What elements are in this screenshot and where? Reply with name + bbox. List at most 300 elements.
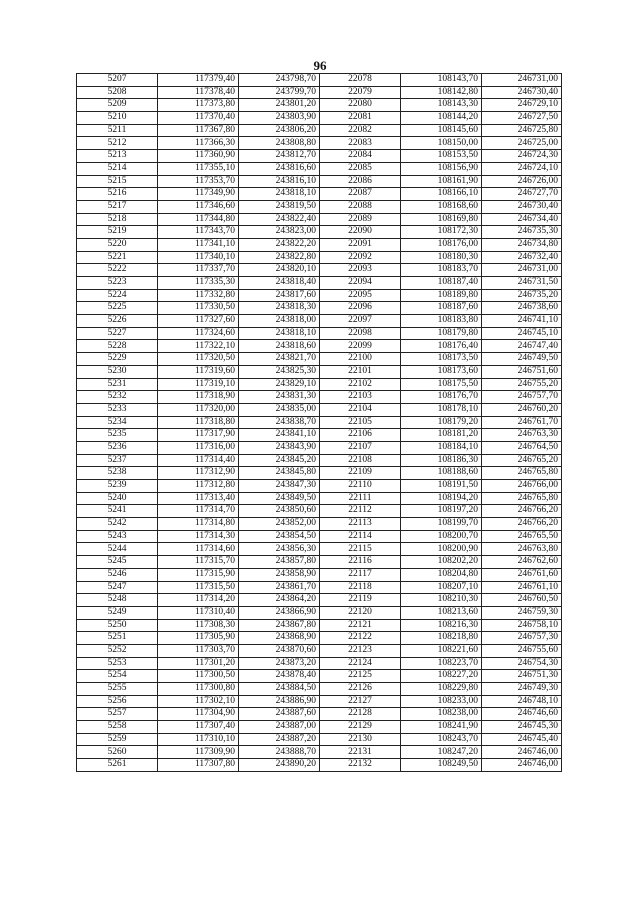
cell-x-coord-b: 108176,40: [401, 340, 482, 353]
cell-y-coord-b: 246738,60: [482, 302, 562, 315]
cell-x-coord-a: 117337,70: [158, 264, 239, 277]
cell-x-coord-a: 117320,50: [158, 353, 239, 366]
cell-y-coord-b: 246734,40: [482, 213, 562, 226]
cell-point-id-b: 22095: [320, 289, 401, 302]
cell-x-coord-b: 108229,80: [401, 683, 482, 696]
cell-x-coord-b: 108207,10: [401, 581, 482, 594]
cell-y-coord-b: 246751,30: [482, 670, 562, 683]
table-row: [77, 568, 562, 581]
cell-point-id-a: 5217: [77, 200, 158, 213]
cell-point-id-b: 22116: [320, 556, 401, 569]
cell-x-coord-b: 108180,30: [401, 251, 482, 264]
cell-y-coord-a: 243887,20: [239, 733, 320, 746]
cell-point-id-b: 22101: [320, 365, 401, 378]
cell-x-coord-a: 117373,80: [158, 99, 239, 112]
cell-x-coord-a: 117301,20: [158, 657, 239, 670]
cell-x-coord-a: 117303,70: [158, 644, 239, 657]
cell-x-coord-b: 108233,00: [401, 695, 482, 708]
cell-x-coord-b: 108187,60: [401, 302, 482, 315]
table-row: [77, 315, 562, 328]
cell-point-id-b: 22120: [320, 606, 401, 619]
table-row: [77, 733, 562, 746]
cell-point-id-a: 5251: [77, 632, 158, 645]
cell-x-coord-a: 117366,30: [158, 137, 239, 150]
cell-point-id-a: 5219: [77, 226, 158, 239]
cell-x-coord-b: 108183,80: [401, 315, 482, 328]
cell-point-id-a: 5226: [77, 315, 158, 328]
cell-point-id-b: 22096: [320, 302, 401, 315]
cell-y-coord-a: 243822,40: [239, 213, 320, 226]
table-row: [77, 530, 562, 543]
table-row: [77, 416, 562, 429]
table-row: [77, 251, 562, 264]
cell-point-id-b: 22111: [320, 492, 401, 505]
cell-y-coord-a: 243856,30: [239, 543, 320, 556]
cell-y-coord-a: 243825,30: [239, 365, 320, 378]
cell-point-id-a: 5249: [77, 606, 158, 619]
cell-point-id-a: 5235: [77, 429, 158, 442]
cell-x-coord-a: 117308,30: [158, 619, 239, 632]
cell-x-coord-a: 117307,40: [158, 721, 239, 734]
cell-point-id-a: 5211: [77, 124, 158, 137]
cell-point-id-a: 5250: [77, 619, 158, 632]
cell-y-coord-a: 243806,20: [239, 124, 320, 137]
page-number: 96: [313, 58, 327, 73]
cell-point-id-a: 5224: [77, 289, 158, 302]
cell-y-coord-b: 246757,30: [482, 632, 562, 645]
cell-x-coord-b: 108187,40: [401, 277, 482, 290]
cell-y-coord-b: 246727,50: [482, 112, 562, 125]
cell-point-id-a: 5246: [77, 568, 158, 581]
cell-x-coord-b: 108142,80: [401, 86, 482, 99]
coordinates-table: [76, 73, 562, 772]
cell-y-coord-b: 246763,30: [482, 429, 562, 442]
cell-x-coord-b: 108161,90: [401, 175, 482, 188]
cell-point-id-b: 22099: [320, 340, 401, 353]
cell-y-coord-b: 246765,80: [482, 492, 562, 505]
table-row: [77, 708, 562, 721]
cell-x-coord-a: 117314,80: [158, 518, 239, 531]
cell-y-coord-a: 243812,70: [239, 150, 320, 163]
cell-y-coord-b: 246755,60: [482, 644, 562, 657]
cell-point-id-b: 22085: [320, 162, 401, 175]
table-row: [77, 175, 562, 188]
cell-x-coord-a: 117314,70: [158, 505, 239, 518]
cell-x-coord-b: 108173,60: [401, 365, 482, 378]
table-row: [77, 124, 562, 137]
cell-y-coord-b: 246735,30: [482, 226, 562, 239]
cell-y-coord-b: 246731,00: [482, 74, 562, 87]
cell-point-id-a: 5210: [77, 112, 158, 125]
cell-x-coord-b: 108218,80: [401, 632, 482, 645]
cell-x-coord-b: 108179,80: [401, 327, 482, 340]
cell-y-coord-b: 246754,30: [482, 657, 562, 670]
cell-point-id-b: 22080: [320, 99, 401, 112]
cell-x-coord-b: 108202,20: [401, 556, 482, 569]
cell-y-coord-b: 246759,30: [482, 606, 562, 619]
coordinates-table-body: [77, 74, 562, 772]
cell-x-coord-a: 117324,60: [158, 327, 239, 340]
cell-y-coord-b: 246745,40: [482, 733, 562, 746]
table-row: [77, 492, 562, 505]
cell-point-id-b: 22127: [320, 695, 401, 708]
cell-y-coord-b: 246746,60: [482, 708, 562, 721]
cell-point-id-a: 5227: [77, 327, 158, 340]
cell-point-id-b: 22122: [320, 632, 401, 645]
table-row: [77, 137, 562, 150]
cell-point-id-a: 5231: [77, 378, 158, 391]
table-row: [77, 721, 562, 734]
cell-x-coord-a: 117314,20: [158, 594, 239, 607]
cell-point-id-b: 22117: [320, 568, 401, 581]
table-row: [77, 188, 562, 201]
cell-y-coord-a: 243818,10: [239, 188, 320, 201]
cell-point-id-a: 5258: [77, 721, 158, 734]
table-row: [77, 441, 562, 454]
cell-x-coord-a: 117320,00: [158, 403, 239, 416]
cell-point-id-b: 22103: [320, 391, 401, 404]
cell-y-coord-b: 246727,70: [482, 188, 562, 201]
table-row: [77, 619, 562, 632]
cell-y-coord-a: 243818,30: [239, 302, 320, 315]
cell-point-id-b: 22129: [320, 721, 401, 734]
cell-x-coord-b: 108150,00: [401, 137, 482, 150]
cell-point-id-a: 5208: [77, 86, 158, 99]
table-row: [77, 327, 562, 340]
cell-x-coord-a: 117344,80: [158, 213, 239, 226]
cell-x-coord-b: 108243,70: [401, 733, 482, 746]
cell-x-coord-b: 108168,60: [401, 200, 482, 213]
cell-y-coord-a: 243808,80: [239, 137, 320, 150]
cell-y-coord-a: 243854,50: [239, 530, 320, 543]
cell-x-coord-a: 117315,90: [158, 568, 239, 581]
cell-y-coord-b: 246765,80: [482, 467, 562, 480]
cell-y-coord-a: 243852,00: [239, 518, 320, 531]
table-row: [77, 378, 562, 391]
table-row: [77, 391, 562, 404]
cell-x-coord-b: 108181,20: [401, 429, 482, 442]
cell-point-id-b: 22108: [320, 454, 401, 467]
table-row: [77, 644, 562, 657]
cell-x-coord-b: 108176,70: [401, 391, 482, 404]
cell-point-id-a: 5207: [77, 74, 158, 87]
cell-point-id-b: 22132: [320, 759, 401, 772]
cell-x-coord-a: 117300,50: [158, 670, 239, 683]
cell-point-id-a: 5252: [77, 644, 158, 657]
cell-point-id-a: 5229: [77, 353, 158, 366]
cell-point-id-a: 5233: [77, 403, 158, 416]
cell-y-coord-b: 246765,20: [482, 454, 562, 467]
cell-x-coord-b: 108156,90: [401, 162, 482, 175]
cell-point-id-b: 22091: [320, 238, 401, 251]
cell-x-coord-b: 108179,20: [401, 416, 482, 429]
cell-point-id-b: 22131: [320, 746, 401, 759]
cell-y-coord-b: 246731,00: [482, 264, 562, 277]
cell-y-coord-a: 243803,90: [239, 112, 320, 125]
cell-y-coord-a: 243857,80: [239, 556, 320, 569]
cell-y-coord-b: 246734,80: [482, 238, 562, 251]
table-row: [77, 518, 562, 531]
cell-x-coord-b: 108144,20: [401, 112, 482, 125]
cell-point-id-b: 22121: [320, 619, 401, 632]
cell-point-id-b: 22088: [320, 200, 401, 213]
cell-y-coord-a: 243888,70: [239, 746, 320, 759]
cell-y-coord-a: 243822,80: [239, 251, 320, 264]
cell-x-coord-a: 117343,70: [158, 226, 239, 239]
cell-point-id-a: 5247: [77, 581, 158, 594]
cell-point-id-a: 5238: [77, 467, 158, 480]
cell-y-coord-a: 243821,70: [239, 353, 320, 366]
cell-x-coord-b: 108153,50: [401, 150, 482, 163]
cell-x-coord-b: 108183,70: [401, 264, 482, 277]
cell-x-coord-a: 117340,10: [158, 251, 239, 264]
cell-x-coord-b: 108166,10: [401, 188, 482, 201]
cell-x-coord-b: 108197,20: [401, 505, 482, 518]
cell-y-coord-b: 246760,20: [482, 403, 562, 416]
table-row: [77, 353, 562, 366]
cell-y-coord-b: 246761,60: [482, 568, 562, 581]
cell-point-id-a: 5248: [77, 594, 158, 607]
cell-y-coord-b: 246766,00: [482, 480, 562, 493]
cell-point-id-a: 5209: [77, 99, 158, 112]
cell-x-coord-a: 117319,10: [158, 378, 239, 391]
cell-y-coord-a: 243831,30: [239, 391, 320, 404]
cell-x-coord-a: 117317,90: [158, 429, 239, 442]
cell-x-coord-b: 108200,70: [401, 530, 482, 543]
cell-point-id-a: 5259: [77, 733, 158, 746]
cell-y-coord-a: 243861,70: [239, 581, 320, 594]
cell-point-id-a: 5218: [77, 213, 158, 226]
cell-y-coord-b: 246746,00: [482, 759, 562, 772]
cell-y-coord-a: 243870,60: [239, 644, 320, 657]
cell-y-coord-a: 243816,10: [239, 175, 320, 188]
cell-x-coord-a: 117315,70: [158, 556, 239, 569]
cell-y-coord-a: 243868,90: [239, 632, 320, 645]
cell-y-coord-a: 243801,20: [239, 99, 320, 112]
cell-x-coord-a: 117305,90: [158, 632, 239, 645]
cell-x-coord-b: 108238,00: [401, 708, 482, 721]
table-row: [77, 150, 562, 163]
cell-x-coord-a: 117378,40: [158, 86, 239, 99]
cell-point-id-b: 22079: [320, 86, 401, 99]
cell-point-id-a: 5221: [77, 251, 158, 264]
cell-y-coord-b: 246761,10: [482, 581, 562, 594]
table-row: [77, 264, 562, 277]
cell-y-coord-a: 243864,20: [239, 594, 320, 607]
cell-y-coord-b: 246751,60: [482, 365, 562, 378]
cell-y-coord-b: 246729,10: [482, 99, 562, 112]
cell-point-id-b: 22084: [320, 150, 401, 163]
cell-y-coord-b: 246732,40: [482, 251, 562, 264]
cell-point-id-b: 22098: [320, 327, 401, 340]
table-row: [77, 162, 562, 175]
cell-point-id-a: 5244: [77, 543, 158, 556]
cell-point-id-a: 5234: [77, 416, 158, 429]
table-row: [77, 365, 562, 378]
cell-point-id-a: 5240: [77, 492, 158, 505]
table-row: [77, 226, 562, 239]
cell-point-id-b: 22093: [320, 264, 401, 277]
table-row: [77, 200, 562, 213]
cell-x-coord-a: 117367,80: [158, 124, 239, 137]
cell-point-id-a: 5225: [77, 302, 158, 315]
cell-point-id-a: 5212: [77, 137, 158, 150]
cell-x-coord-b: 108189,80: [401, 289, 482, 302]
cell-x-coord-a: 117353,70: [158, 175, 239, 188]
cell-x-coord-b: 108247,20: [401, 746, 482, 759]
table-row: [77, 99, 562, 112]
cell-y-coord-b: 246724,10: [482, 162, 562, 175]
cell-point-id-a: 5222: [77, 264, 158, 277]
table-row: [77, 606, 562, 619]
cell-point-id-a: 5241: [77, 505, 158, 518]
cell-y-coord-b: 246731,50: [482, 277, 562, 290]
cell-point-id-b: 22081: [320, 112, 401, 125]
cell-y-coord-a: 243850,60: [239, 505, 320, 518]
cell-point-id-b: 22105: [320, 416, 401, 429]
cell-y-coord-a: 243845,20: [239, 454, 320, 467]
cell-y-coord-a: 243873,20: [239, 657, 320, 670]
cell-x-coord-a: 117332,80: [158, 289, 239, 302]
cell-point-id-a: 5213: [77, 150, 158, 163]
cell-point-id-a: 5239: [77, 480, 158, 493]
cell-x-coord-b: 108191,50: [401, 480, 482, 493]
cell-y-coord-a: 243878,40: [239, 670, 320, 683]
cell-y-coord-b: 246741,10: [482, 315, 562, 328]
cell-x-coord-b: 108184,10: [401, 441, 482, 454]
cell-y-coord-b: 246763,80: [482, 543, 562, 556]
cell-x-coord-b: 108145,60: [401, 124, 482, 137]
cell-point-id-a: 5255: [77, 683, 158, 696]
cell-point-id-b: 22112: [320, 505, 401, 518]
cell-point-id-b: 22118: [320, 581, 401, 594]
cell-y-coord-a: 243818,60: [239, 340, 320, 353]
cell-y-coord-b: 246745,10: [482, 327, 562, 340]
cell-x-coord-a: 117370,40: [158, 112, 239, 125]
cell-y-coord-a: 243843,90: [239, 441, 320, 454]
cell-y-coord-b: 246760,50: [482, 594, 562, 607]
cell-x-coord-a: 117319,60: [158, 365, 239, 378]
cell-y-coord-a: 243849,50: [239, 492, 320, 505]
cell-y-coord-a: 243829,10: [239, 378, 320, 391]
cell-x-coord-b: 108172,30: [401, 226, 482, 239]
table-row: [77, 543, 562, 556]
cell-x-coord-b: 108143,70: [401, 74, 482, 87]
cell-point-id-a: 5223: [77, 277, 158, 290]
cell-y-coord-b: 246725,80: [482, 124, 562, 137]
cell-y-coord-b: 246766,20: [482, 505, 562, 518]
table-row: [77, 657, 562, 670]
cell-x-coord-a: 117302,10: [158, 695, 239, 708]
cell-point-id-a: 5243: [77, 530, 158, 543]
cell-x-coord-b: 108143,30: [401, 99, 482, 112]
cell-point-id-a: 5214: [77, 162, 158, 175]
cell-y-coord-a: 243818,10: [239, 327, 320, 340]
table-row: [77, 74, 562, 87]
cell-y-coord-a: 243887,00: [239, 721, 320, 734]
cell-y-coord-a: 243818,40: [239, 277, 320, 290]
table-row: [77, 238, 562, 251]
cell-y-coord-a: 243835,00: [239, 403, 320, 416]
cell-point-id-a: 5260: [77, 746, 158, 759]
cell-x-coord-a: 117318,80: [158, 416, 239, 429]
cell-point-id-a: 5253: [77, 657, 158, 670]
cell-x-coord-a: 117318,90: [158, 391, 239, 404]
cell-x-coord-b: 108227,20: [401, 670, 482, 683]
cell-point-id-b: 22115: [320, 543, 401, 556]
cell-x-coord-a: 117349,90: [158, 188, 239, 201]
cell-y-coord-a: 243866,90: [239, 606, 320, 619]
table-row: [77, 289, 562, 302]
cell-point-id-b: 22094: [320, 277, 401, 290]
cell-y-coord-b: 246755,20: [482, 378, 562, 391]
cell-point-id-b: 22090: [320, 226, 401, 239]
cell-y-coord-b: 246758,10: [482, 619, 562, 632]
table-row: [77, 581, 562, 594]
cell-point-id-a: 5256: [77, 695, 158, 708]
cell-x-coord-a: 117327,60: [158, 315, 239, 328]
table-row: [77, 429, 562, 442]
cell-point-id-b: 22110: [320, 480, 401, 493]
table-row: [77, 594, 562, 607]
cell-x-coord-b: 108249,50: [401, 759, 482, 772]
cell-x-coord-b: 108200,90: [401, 543, 482, 556]
cell-point-id-b: 22113: [320, 518, 401, 531]
cell-y-coord-a: 243822,20: [239, 238, 320, 251]
cell-y-coord-b: 246726,00: [482, 175, 562, 188]
cell-y-coord-b: 246765,50: [482, 530, 562, 543]
cell-x-coord-b: 108176,00: [401, 238, 482, 251]
cell-x-coord-b: 108194,20: [401, 492, 482, 505]
cell-point-id-b: 22102: [320, 378, 401, 391]
table-row: [77, 467, 562, 480]
cell-y-coord-a: 243845,80: [239, 467, 320, 480]
cell-point-id-b: 22083: [320, 137, 401, 150]
cell-point-id-a: 5242: [77, 518, 158, 531]
cell-x-coord-a: 117315,50: [158, 581, 239, 594]
cell-point-id-b: 22104: [320, 403, 401, 416]
cell-point-id-b: 22123: [320, 644, 401, 657]
cell-x-coord-b: 108188,60: [401, 467, 482, 480]
cell-point-id-b: 22097: [320, 315, 401, 328]
cell-point-id-b: 22114: [320, 530, 401, 543]
cell-point-id-b: 22100: [320, 353, 401, 366]
cell-y-coord-b: 246747,40: [482, 340, 562, 353]
cell-point-id-b: 22087: [320, 188, 401, 201]
cell-x-coord-b: 108169,80: [401, 213, 482, 226]
cell-x-coord-a: 117314,40: [158, 454, 239, 467]
cell-y-coord-b: 246746,00: [482, 746, 562, 759]
cell-point-id-a: 5215: [77, 175, 158, 188]
cell-y-coord-a: 243838,70: [239, 416, 320, 429]
cell-y-coord-a: 243858,90: [239, 568, 320, 581]
cell-point-id-a: 5230: [77, 365, 158, 378]
cell-y-coord-a: 243890,20: [239, 759, 320, 772]
cell-x-coord-a: 117322,10: [158, 340, 239, 353]
cell-point-id-b: 22109: [320, 467, 401, 480]
cell-y-coord-a: 243867,80: [239, 619, 320, 632]
cell-x-coord-b: 108216,30: [401, 619, 482, 632]
table-row: [77, 683, 562, 696]
table-row: [77, 670, 562, 683]
cell-x-coord-a: 117341,10: [158, 238, 239, 251]
cell-y-coord-a: 243816,60: [239, 162, 320, 175]
cell-x-coord-b: 108223,70: [401, 657, 482, 670]
cell-y-coord-a: 243817,60: [239, 289, 320, 302]
cell-point-id-a: 5261: [77, 759, 158, 772]
cell-x-coord-b: 108241,90: [401, 721, 482, 734]
cell-x-coord-a: 117346,60: [158, 200, 239, 213]
